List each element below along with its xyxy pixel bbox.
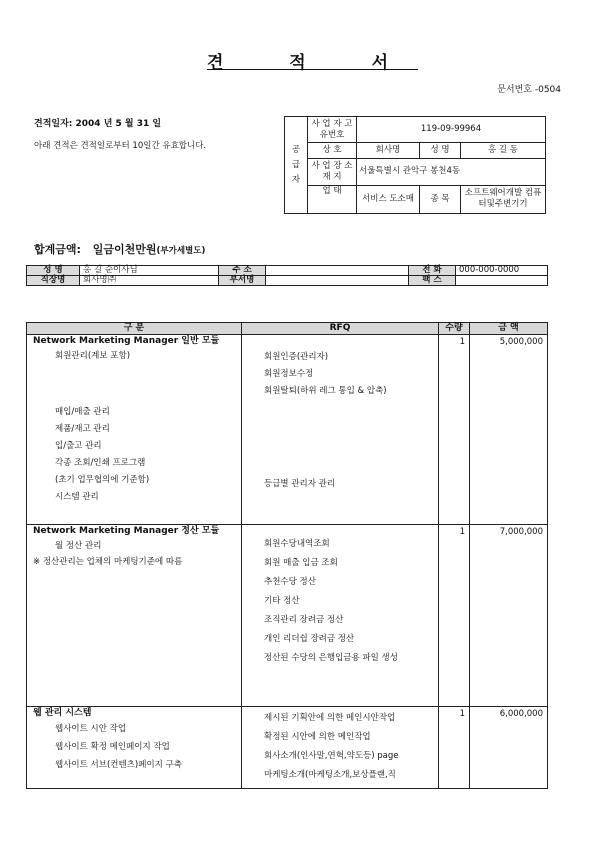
rep-value: 홍 길 동 (461, 143, 546, 159)
customer-phone-label: 전 화 (409, 266, 456, 276)
quote-date: 견적일자: 2004 년 5 월 31 일 (34, 119, 162, 129)
customer-dept-label: 부서명 (219, 276, 266, 286)
category-item: 웹사이트 확정 메인페이지 작업 (55, 742, 170, 752)
category-cell (27, 525, 242, 707)
business-item-value: 소프트웨어개발 컴퓨터및주변기기 (461, 185, 546, 214)
category-item: 시스템 관리 (55, 492, 99, 502)
customer-address-label: 주 소 (219, 266, 266, 276)
category-item: 입/출고 관리 (55, 441, 102, 451)
table-row (27, 525, 548, 707)
table-row (27, 707, 548, 789)
rfq-item: 추천수당 정산 (264, 577, 316, 587)
validity-note: 아래 견적은 견적일로부터 10일간 유효합니다. (34, 141, 207, 151)
amount-cell: 5,000,000 (470, 335, 548, 525)
category-item: 각종 조회/인쇄 프로그램 (55, 458, 146, 468)
amount-cell: 7,000,000 (470, 525, 548, 707)
category-cell (27, 335, 242, 525)
rfq-item: 회사소개(인사말,연혁,약도등) page (264, 751, 399, 761)
category-item: 웹사이트 서브(컨텐츠)페이지 구축 (55, 760, 182, 770)
header-rfq: RFQ (242, 323, 439, 335)
customer-dept-value (266, 276, 409, 286)
rfq-item: 마케팅소개(마케팅소개,보상플랜,직 (264, 770, 396, 780)
reg-label: 사 업 자 고유번호 (308, 117, 357, 143)
total-label: 합계금액: (34, 243, 81, 256)
category-item: 제품/재고 관리 (55, 424, 110, 434)
document-number: 문서번호 -0504 (497, 85, 561, 95)
business-type-value: 서비스 도소매 (357, 185, 420, 214)
rfq-item: 정산된 수당의 은행입금용 파일 생성 (264, 653, 398, 663)
category-title: Network Marketing Manager 정산 모듈 (33, 526, 220, 536)
rfq-item: 기타 정산 (264, 596, 300, 606)
header-amount: 금 액 (470, 323, 548, 335)
category-item: 회원관리(계보 포함) (55, 351, 131, 361)
rfq-item: 제시된 기획안에 의한 메인시안작업 (264, 713, 396, 723)
rep-label: 성 명 (420, 143, 461, 159)
name-value: 회사명 (357, 143, 420, 159)
rfq-item: 회원인증(관리자) (264, 352, 329, 362)
address-label: 사 업 장 소 재 지 (308, 159, 357, 185)
rfq-cell (242, 707, 439, 789)
rfq-item: 조직관리 장려금 정산 (264, 615, 344, 625)
header-qty: 수량 (439, 323, 470, 335)
category-item: 매입/매출 관리 (55, 407, 110, 417)
category-title: Network Marketing Manager 일반 모듈 (33, 336, 220, 346)
customer-table (26, 265, 548, 286)
category-cell (27, 707, 242, 789)
rfq-item: 등급별 관리자 관리 (264, 479, 336, 489)
customer-name-value: 홍 길 순이사님 (80, 266, 219, 276)
address-value: 서울특별시 관악구 봉천4동 (357, 159, 546, 185)
table-row (27, 335, 548, 525)
qty-cell: 1 (439, 707, 470, 789)
rfq-item: 회원탈퇴(하위 레그 통입 & 압축) (264, 386, 387, 396)
rfq-item: 회원정보수정 (264, 369, 314, 379)
rfq-item: 회원 매출 입금 조회 (264, 558, 338, 568)
category-item: 월 정산 관리 (55, 541, 102, 551)
rfq-item: 확정된 시안에 의한 메인작업 (264, 732, 371, 742)
supplier-side-label: 공 급 자 (285, 117, 308, 214)
total-value: 일금이천만원 (92, 243, 157, 256)
rfq-item: 회원수당내역조회 (264, 539, 330, 549)
customer-fax-value (456, 276, 548, 286)
total-note: (부가세별도) (156, 246, 206, 256)
document-title: 견 적 서 (206, 53, 419, 73)
supplier-table (284, 116, 546, 214)
customer-name-label: 성 명 (27, 266, 80, 276)
total-amount (34, 241, 205, 257)
qty-cell: 1 (439, 525, 470, 707)
name-label: 상 호 (308, 143, 357, 159)
header-category: 구 분 (27, 323, 242, 335)
customer-fax-label: 팩 스 (409, 276, 456, 286)
rfq-cell (242, 335, 439, 525)
items-table (26, 322, 548, 789)
rfq-cell (242, 525, 439, 707)
customer-company-value: 회사명㈜ (80, 276, 219, 286)
category-note: ※ 정산관리는 업체의 마케팅기준에 따름 (33, 557, 183, 567)
category-title: 웹 관리 시스템 (33, 708, 92, 718)
customer-address-value (266, 266, 409, 276)
category-item: (초기 업무협의에 기준함) (55, 475, 150, 485)
business-item-label: 종 목 (420, 185, 461, 214)
category-item: 웹사이트 시안 작업 (55, 724, 127, 734)
amount-cell: 6,000,000 (470, 707, 548, 789)
customer-company-label: 직장명 (27, 276, 80, 286)
qty-cell: 1 (439, 335, 470, 525)
business-type-label: 업 태 (308, 185, 357, 214)
customer-phone-value: 000-000-0000 (456, 266, 548, 276)
rfq-item: 개인 리더쉽 장려금 정산 (264, 634, 355, 644)
reg-value: 119-09-99964 (357, 117, 546, 143)
